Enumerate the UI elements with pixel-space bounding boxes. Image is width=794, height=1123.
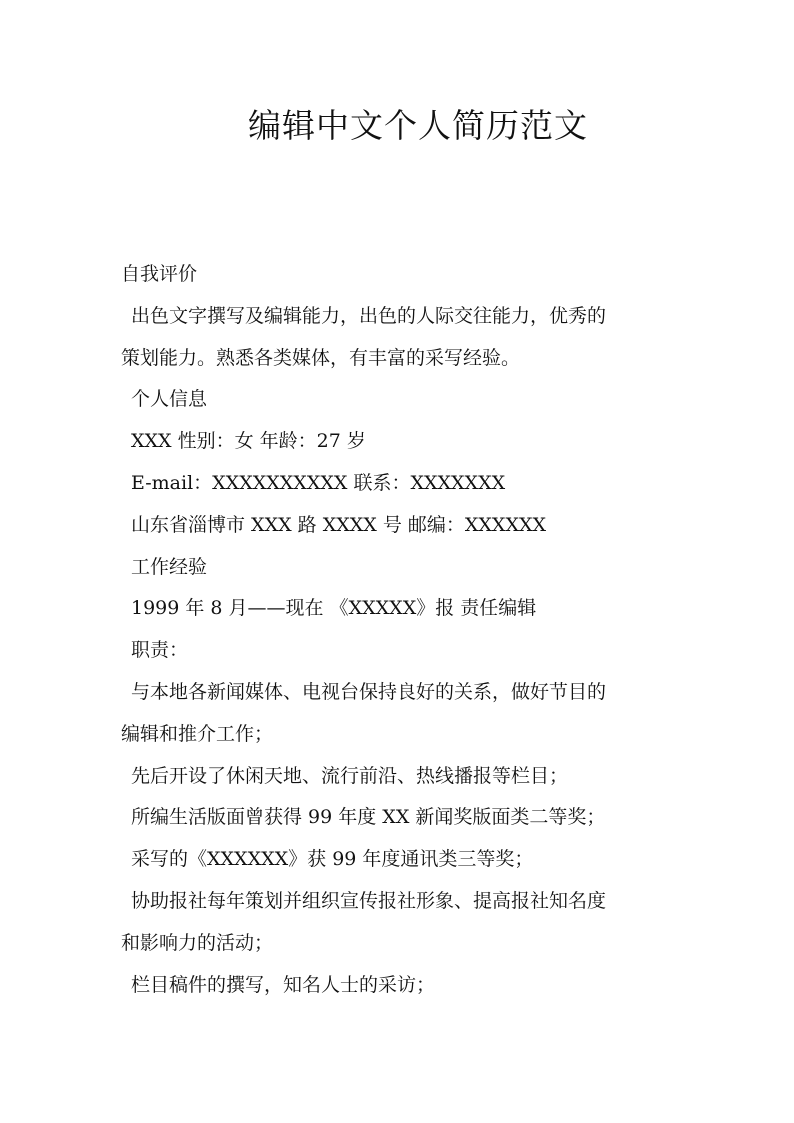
section-heading-self-evaluation: 自我评价 (121, 263, 198, 285)
paragraph-line: 策划能力。熟悉各类媒体，有丰富的采写经验。 (121, 346, 521, 369)
document-body (121, 254, 677, 1006)
paragraph-line: 出色文字撰写及编辑能力，出色的人际交往能力，优秀的 (131, 304, 607, 327)
responsibility-line: 编辑和推介工作； (121, 722, 274, 745)
job-entry-line: 1999 年 8 月——现在 《XXXXX》报 责任编辑 (131, 597, 537, 620)
responsibility-line: 所编生活版面曾获得 99 年度 XX 新闻奖版面类二等奖； (131, 806, 606, 829)
responsibility-line: 先后开设了休闲天地、流行前沿、热线播报等栏目； (131, 764, 569, 787)
contact-info-line: E-mail：XXXXXXXXXX 联系：XXXXXXX (131, 471, 506, 494)
responsibility-line: 和影响力的活动； (121, 931, 274, 954)
responsibility-line: 采写的《XXXXXX》获 99 年度通讯类三等奖； (131, 848, 534, 871)
section-heading-work-experience: 工作经验 (131, 555, 208, 578)
address-line: 山东省淄博市 XXX 路 XXXX 号 邮编：XXXXXX (131, 513, 547, 536)
section-heading-personal-info: 个人信息 (131, 388, 208, 411)
document-title: 编辑中文个人简历范文 (248, 106, 588, 145)
responsibility-line: 协助报社每年策划并组织宣传报社形象、提高报社知名度 (131, 889, 607, 912)
responsibilities-label: 职责： (131, 639, 189, 662)
responsibility-line: 栏目稿件的撰写，知名人士的采访； (131, 973, 436, 996)
responsibility-line: 与本地各新闻媒体、电视台保持良好的关系，做好节目的 (131, 680, 607, 703)
personal-info-line: XXX 性别：女 年龄：27 岁 (131, 430, 366, 453)
